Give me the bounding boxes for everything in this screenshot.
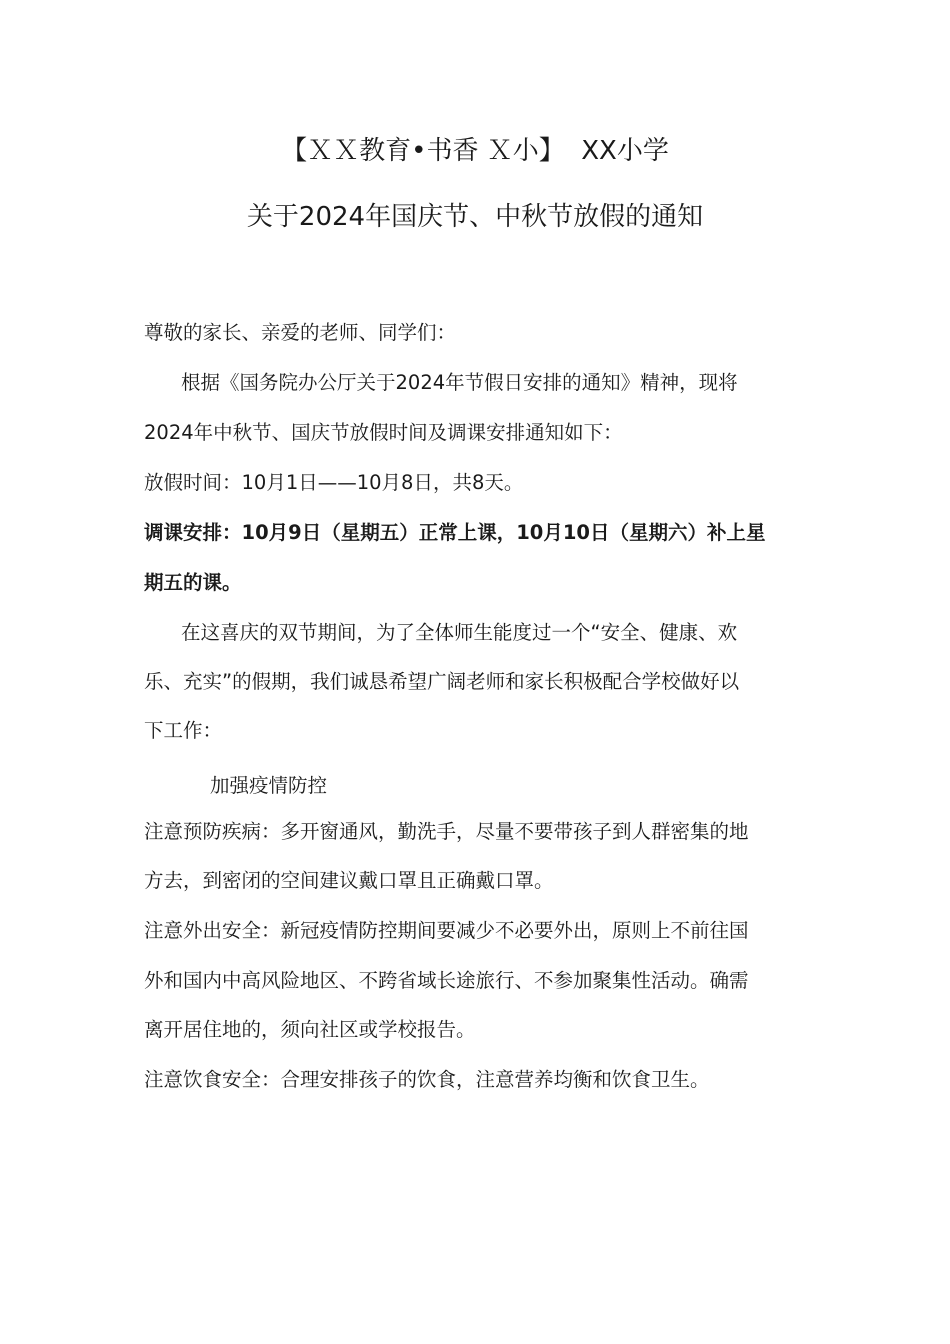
wish-paragraph-line: 下工作： <box>144 719 223 742</box>
intro-paragraph-line: 根据《国务院办公厅关于2024年节假日安排的通知》精神，现将 <box>181 371 738 394</box>
notice-item-line: 离开居住地的，须向社区或学校报告。 <box>144 1018 476 1041</box>
holiday-time: 放假时间：10月1日——10月8日，共8天。 <box>144 471 524 494</box>
notice-item-line: 注意预防疾病：多开窗通风，勤洗手，尽量不要带孩子到人群密集的地 <box>144 820 749 843</box>
document-title-line1: 【ＸＸ教育•书香 Ｘ小】 XX小学 <box>281 136 669 166</box>
intro-paragraph-line: 2024年中秋节、国庆节放假时间及调课安排通知如下： <box>144 421 623 444</box>
section-heading: 加强疫情防控 <box>210 774 328 797</box>
notice-item-line: 外和国内中高风险地区、不跨省域长途旅行、不参加聚集性活动。确需 <box>144 969 749 992</box>
wish-paragraph-line: 在这喜庆的双节期间，为了全体师生能度过一个“安全、健康、欢 <box>181 621 738 644</box>
document-title-line2: 关于2024年国庆节、中秋节放假的通知 <box>246 202 704 232</box>
notice-item-line: 方去，到密闭的空间建议戴口罩且正确戴口罩。 <box>144 869 554 892</box>
notice-item-line: 注意外出安全：新冠疫情防控期间要减少不必要外出，原则上不前往国 <box>144 919 749 942</box>
makeup-schedule-line: 期五的课。 <box>144 571 242 594</box>
greeting: 尊敬的家长、亲爱的老师、同学们： <box>144 321 457 344</box>
wish-paragraph-line: 乐、充实”的假期，我们诚恳希望广阔老师和家长积极配合学校做好以 <box>144 670 740 693</box>
notice-item-line: 注意饮食安全：合理安排孩子的饮食，注意营养均衡和饮食卫生。 <box>144 1068 710 1091</box>
makeup-schedule-line: 调课安排：10月9日（星期五）正常上课，10月10日（星期六）补上星 <box>144 521 766 544</box>
